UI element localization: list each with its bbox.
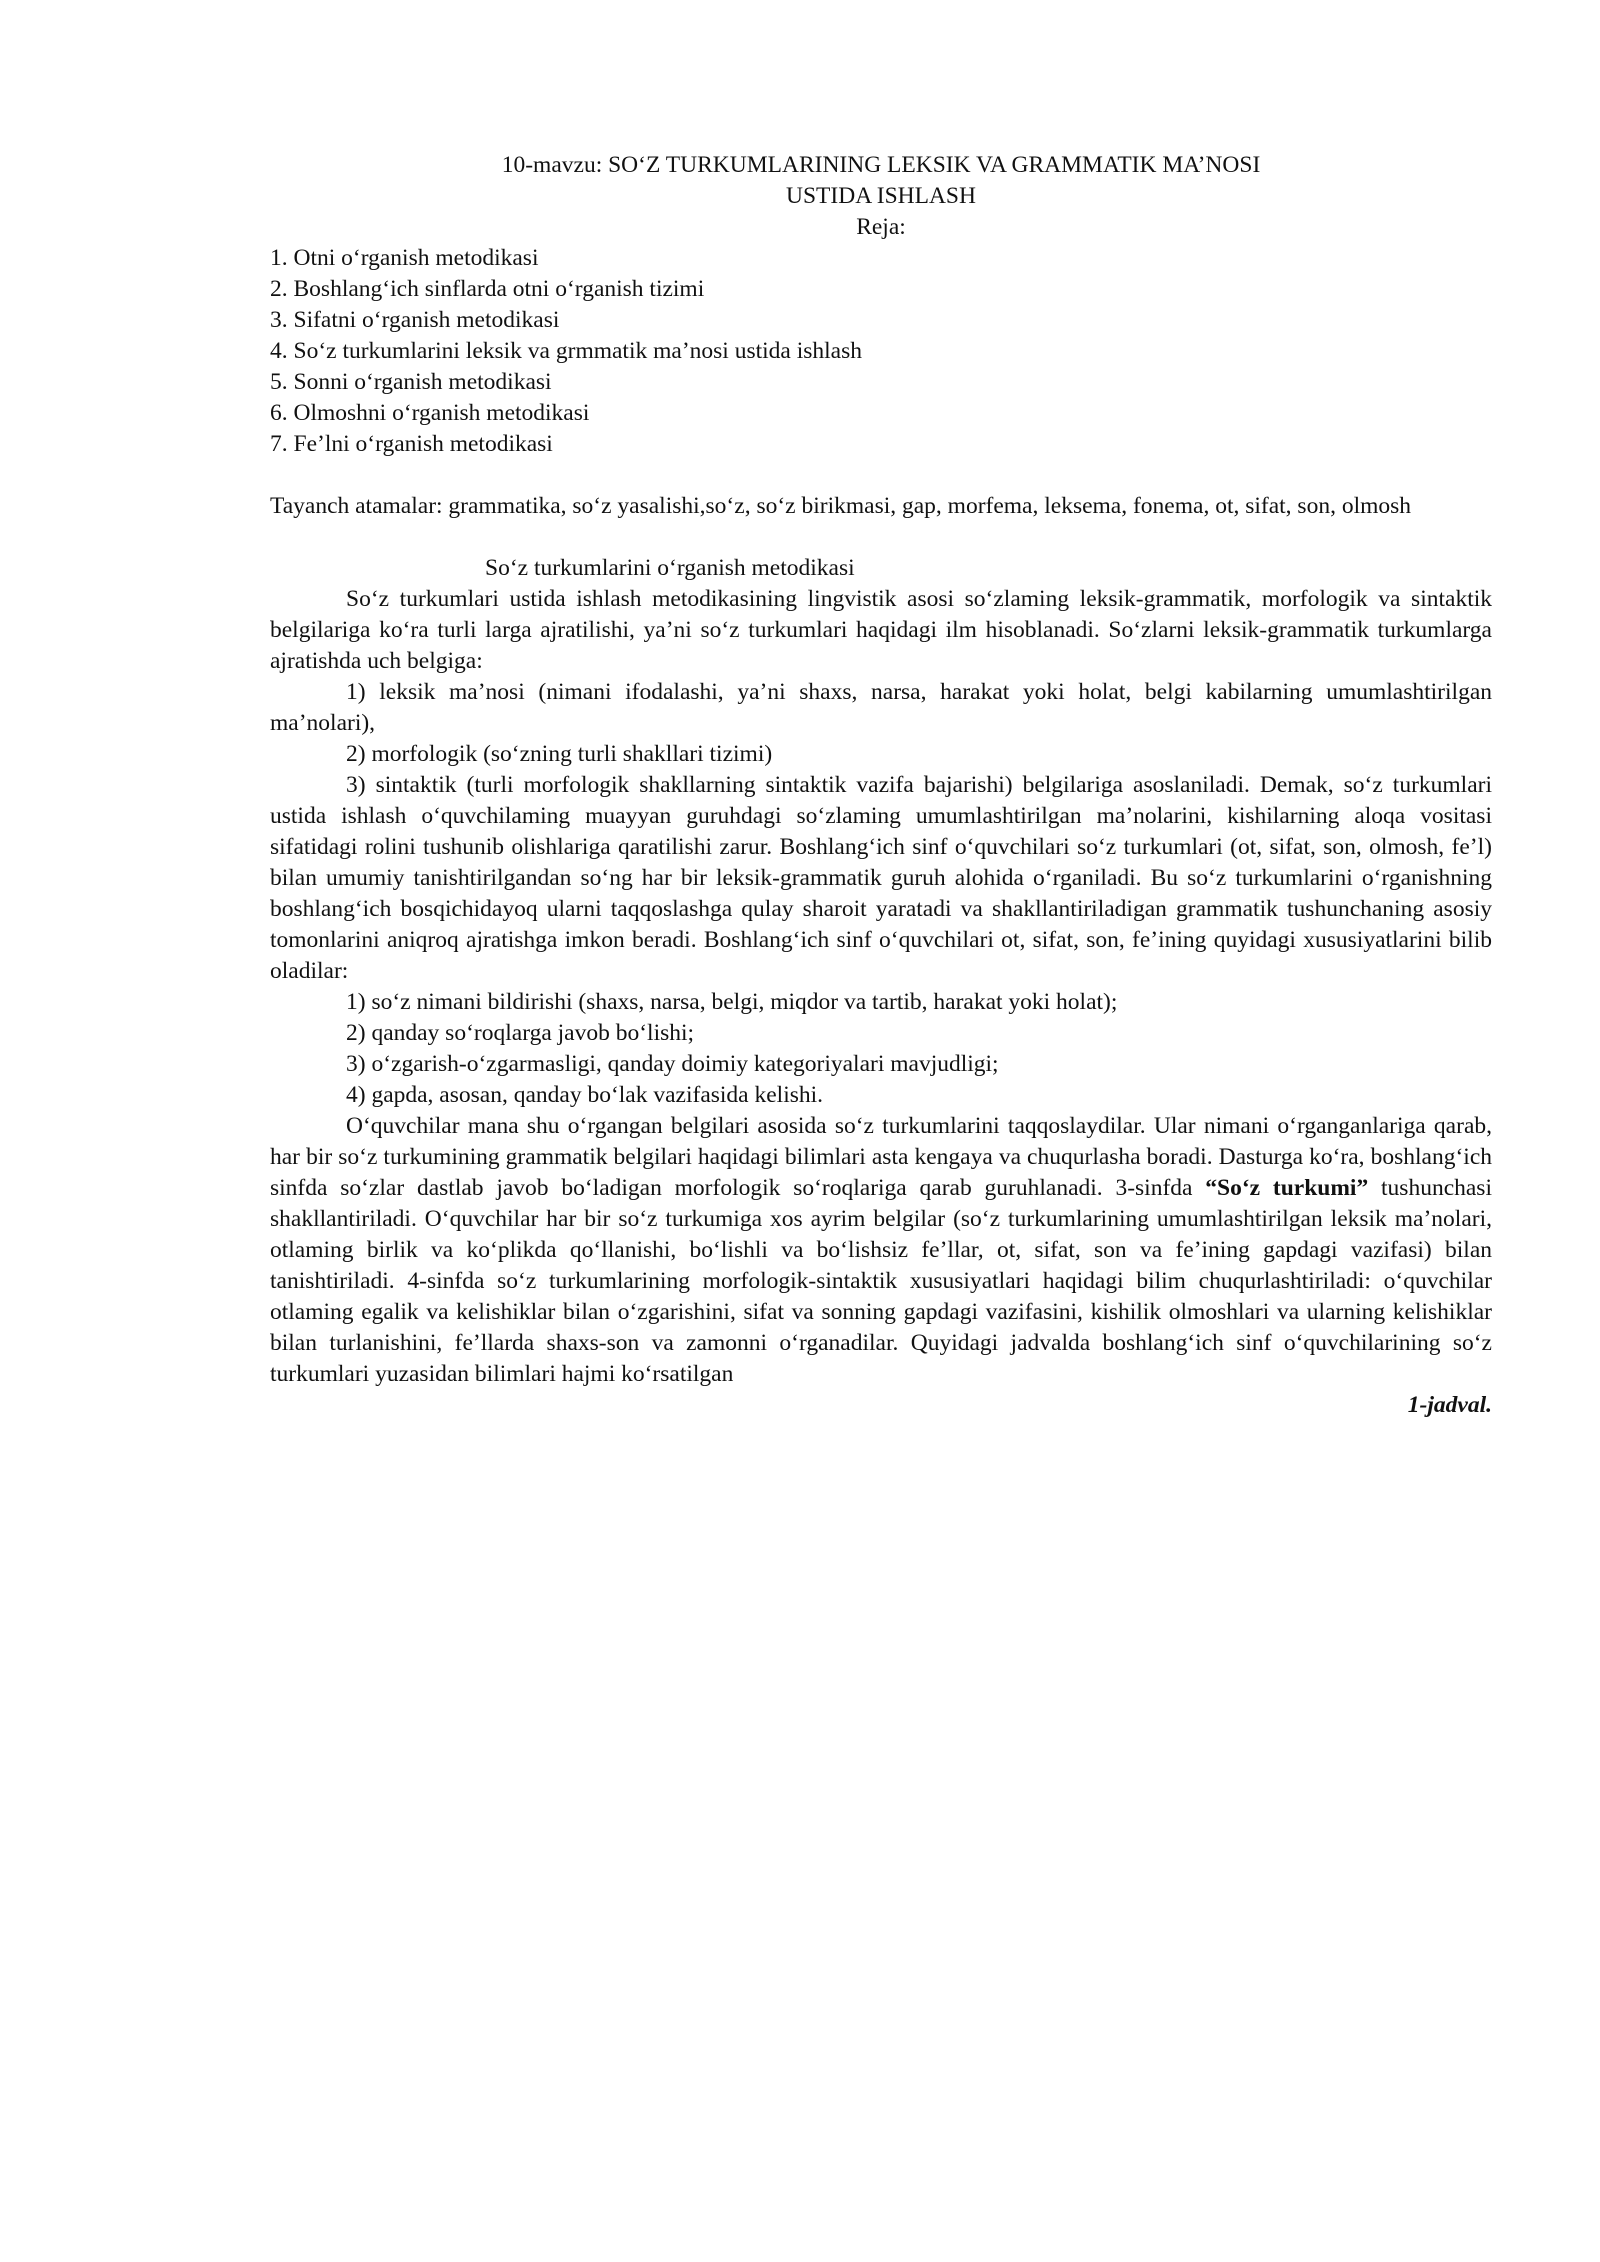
section-heading: So‘z turkumlarini o‘rganish metodikasi [485,555,855,581]
reja-item: 5. Sonni o‘rganish metodikasi [270,369,552,395]
keywords-paragraph: Tayanch atamalar: grammatika, so‘z yasalishi,so‘z, so‘z birikmasi, gap, morfema, leksema, fonema, ot, sifat, son, olmosh [270,493,1412,519]
reja-item: 6. Olmoshni o‘rganish metodikasi [270,400,590,426]
reja-item: 1. Otni o‘rganish metodikasi [270,245,539,271]
reja-item: 2. Boshlang‘ich sinflarda otni o‘rganish tizimi [270,276,705,302]
title-line-1: 10-mavzu: SO‘Z TURKUMLARINING LEKSIK VA GRAMMATIK MA’NOSI [501,152,1261,178]
criterion-item: 3) sintaktik (turli morfologik shakllarning sintaktik vazifa bajarishi) belgilariga asoslaniladi. Demak, so‘z turkumlari ustida ishlash o‘quvchilaming muayyan guruhdagi so‘zlaming umumlashtirilgan ma’nolarini, kishilarning aloqa vositasi sifatidagi rolini tushunib olishlariga qaratilishi zarur. Boshlang‘ich sinf o‘quvchilari so‘z turkumlari (ot, sifat, son, olmosh, fe’l) bilan umumiy tanishtirilgandan so‘ng har bir leksik-grammatik guruh alohida o‘rganiladi. Bu so‘z turkumlarini o‘rganishning boshlang‘ich bosqichidayoq ularni taqqoslashga qulay sharoit yaratadi va shakllantiriladigan grammatik tushunchaning asosiy tomonlarini aniqroq ajratishga imkon beradi. Boshlang‘ich sinf o‘quvchilari ot, sifat, son, fe’ining quyidagi xususiyatlarini bilib oladilar: [270,772,1492,984]
body-paragraph-final [270,1111,1492,1390]
criterion-item: 1) leksik ma’nosi (nimani ifodalashi, ya’ni shaxs, narsa, harakat yoki holat, belgi kabilarning umumlashtirilgan ma’nolari), [270,679,1492,736]
reja-item: 3. Sifatni o‘rganish metodikasi [270,307,560,333]
criterion-item: 2) morfologik (so‘zning turli shakllari tizimi) [346,741,773,767]
term-soz-turkumi: “So‘z turkumi” [1205,1175,1369,1201]
table-caption: 1-jadval. [1407,1392,1492,1418]
body-paragraph-intro: So‘z turkumlari ustida ishlash metodikasining lingvistik asosi so‘zlaming leksik-grammatik, morfologik va sintaktik belgilariga ko‘ra turli larga ajratilishi, ya’ni so‘z turkumlari haqidagi ilm hisoblanadi. So‘zlarni leksik-grammatik turkumlarga ajratishda uch belgiga: [270,586,1492,674]
feature-item: 3) o‘zgarish-o‘zgarmasligi, qanday doimiy kategoriyalari mavjudligi; [346,1051,999,1077]
document-page [270,150,1492,1421]
reja-list [270,243,1492,460]
feature-item: 4) gapda, asosan, qanday bo‘lak vazifasida kelishi. [346,1082,824,1108]
feature-item: 1) so‘z nimani bildirishi (shaxs, narsa, belgi, miqdor va tartib, harakat yoki holat); [346,989,1118,1015]
final-text-part-a: O‘quvchilar mana shu o‘rgangan belgilari asosida so‘z turkumlarini taqqoslaydilar. Ular nimani o‘rganganlariga qarab, har bir so‘z turkumining grammatik belgilari haqidagi bilimlari asta kengaya va chuqurlasha boradi. Dasturga ko‘ra, boshlang‘ich sinfda so‘zlar dastlab javob bo‘ladigan morfologik so‘roqlariga qarab guruhlanadi. 3-sinfda [270,1113,1492,1201]
final-text-part-b: tushunchasi shakllantiriladi. O‘quvchilar har bir so‘z turkumiga xos ayrim belgilar (so‘z turkumlarining umumlashtirilgan leksik ma’nolari, otlaming birlik va ko‘plikda qo‘llanishi, bo‘lishli va bo‘lishsiz fe’llar, ot, sifat, son va fe’ining gapdagi vazifasi) bilan tanishtiriladi. 4-sinfda so‘z turkumlarining morfologik-sintaktik xususiyatlari haqidagi bilim chuqurlashtiriladi: o‘quvchilar otlaming egalik va kelishiklar bilan o‘zgarishini, sifat va sonning gapdagi vazifasini, kishilik olmoshlari va ularning kelishiklar bilan turlanishini, fe’llarda shaxs-son va zamonni o‘rganadilar. Quyidagi jadvalda boshlang‘ich sinf o‘quvchilarining so‘z turkumlari yuzasidan bilimlari hajmi ko‘rsatilgan [270,1175,1492,1387]
title-line-2: USTIDA ISHLASH [786,183,976,209]
feature-item: 2) qanday so‘roqlarga javob bo‘lishi; [346,1020,695,1046]
reja-label: Reja: [856,214,906,240]
reja-item: 7. Fe’lni o‘rganish metodikasi [270,431,553,457]
document-title [270,150,1492,243]
reja-item: 4. So‘z turkumlarini leksik va grmmatik ma’nosi ustida ishlash [270,338,862,364]
